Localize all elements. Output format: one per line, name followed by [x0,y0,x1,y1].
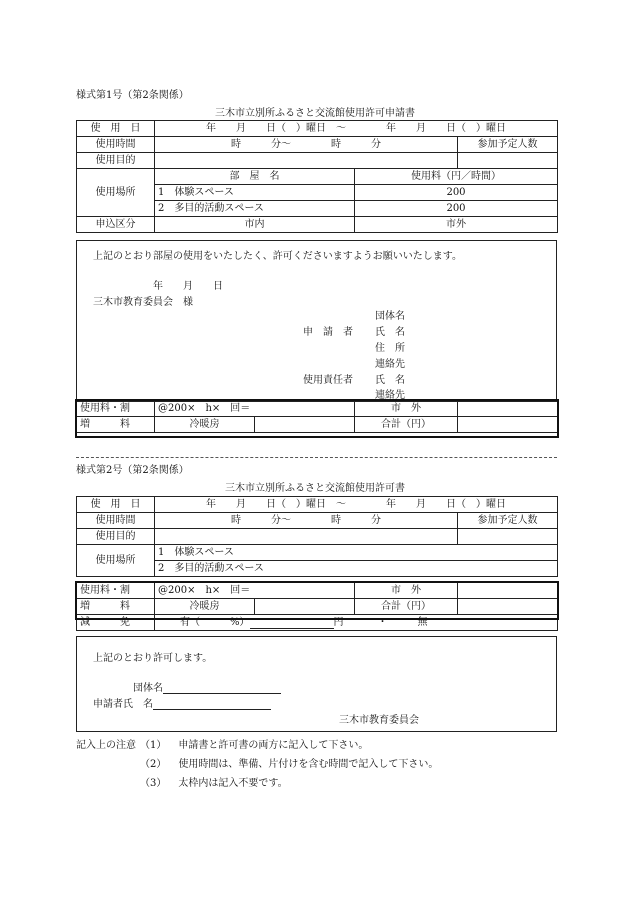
form2-date-label: 使 用 日 [77,497,155,513]
form1-request-text: 上記のとおり部屋の使用をいたしたく、許可くださいますようお願いいたします。 [93,251,462,262]
form1-fee-heating-value [255,417,355,433]
form2-fee-total: 合計（円） [355,599,458,615]
note-1-num: （1） [140,740,167,751]
form2-permit-text: 上記のとおり許可します。 [93,653,213,664]
form1-manager-contact: 連絡先 [375,390,405,401]
form2-reduction-yen: 円 [333,617,344,628]
note-2 [140,755,438,770]
form2-fee-heating: 冷暖房 [155,599,255,615]
form1-fee-outside: 市 外 [355,401,458,417]
form1-fee-label-2: 増 料 [77,417,155,433]
form2-room-2[interactable]: 2 多目的活動スペース [155,561,558,577]
notes-heading: 記入上の注意 [76,740,136,751]
form1-time-label: 使用時間 [77,137,155,153]
dashed-separator [76,457,557,458]
note-2-num: （2） [140,759,167,770]
form1-fee-table [76,400,558,433]
form2-time-label: 使用時間 [77,513,155,529]
form2-date-field[interactable]: 年 月 日（ ）曜日 ～ 年 月 日（ ）曜日 [155,497,558,513]
note-2-text: 使用時間は、準備、片付けを含む時間で記入して下さい。 [178,759,439,770]
form1-title: 三木市立別所ふるさと交流館使用許可申請書 [215,108,415,119]
form2-purpose-label: 使用目的 [77,529,155,545]
form1-fee-label-1: 使用料・割 [77,401,155,417]
form2-fee-label-2: 増 料 [77,599,155,615]
form2-number: 様式第2号（第2条関係） [76,465,189,476]
note-1-text: 申請書と許可書の両方に記入して下さい。 [178,740,369,751]
form1-addressee: 三木市教育委員会 様 [93,297,193,308]
form1-room-header: 部 屋 名 [155,169,355,185]
form1-applicant-name: 氏 名 [375,327,405,338]
form2-applicant-line[interactable] [153,698,271,710]
form1-category-label: 申込区分 [77,217,155,233]
form1-applicant-contact: 連絡先 [375,359,405,370]
form1-fee-outside-value [458,401,558,417]
form2-applicant-label: 申請者氏 名 [93,699,153,710]
form1-room-1-fee: 200 [355,185,558,201]
form2-group-line[interactable] [163,682,281,694]
form2-fee-outside: 市 外 [355,583,458,599]
form1-fee-header: 使用料（円／時間） [355,169,558,185]
form2-fee-total-value [458,599,558,615]
form2-participants-label: 参加予定人数 [458,513,558,529]
form1-room-2[interactable]: 2 多目的活動スペース [155,201,355,217]
form2-group-label: 団体名 [133,683,163,694]
form1-category-inside[interactable]: 市内 [155,217,355,233]
form1-applicant-group: 団体名 [375,311,405,322]
note-3-text: 太枠内は記入不要です。 [178,778,288,789]
form1-applicant-address: 住 所 [375,343,405,354]
form1-fee-calc: @200× h× 回＝ [155,401,355,417]
form2-time-field[interactable]: 時 分～ 時 分 [155,513,458,529]
form1-time-field[interactable]: 時 分～ 時 分 [155,137,458,153]
form1-purpose-label: 使用目的 [77,153,155,169]
form1-date-label: 使 用 日 [77,121,155,137]
form1-fee-total: 合計（円） [355,417,458,433]
form2-table [76,496,558,577]
form1-manager-label: 使用責任者 [303,375,353,386]
form1-participants-field[interactable] [458,153,558,169]
form1-fee-total-value [458,417,558,433]
form1-participants-label: 参加予定人数 [458,137,558,153]
form2-reduction-label: 減 免 [77,615,155,631]
form1-date-line[interactable]: 年 月 日 [153,281,223,292]
form2-reduction-cell [155,615,558,631]
form2-purpose-field[interactable] [155,529,458,545]
form2-fee-label-1: 使用料・割 [77,583,155,599]
note-3 [140,774,288,789]
form1-room-1[interactable]: 1 体験スペース [155,185,355,201]
form2-reduction-none[interactable]: 無 [417,617,428,628]
form2-fee-calc: @200× h× 回＝ [155,583,355,599]
form1-number: 様式第1号（第2条関係） [76,90,189,101]
form2-title: 三木市立別所ふるさと交流館使用許可書 [225,483,405,494]
form2-fee-outside-value [458,583,558,599]
form1-table [76,120,558,233]
note-1 [140,736,368,751]
form2-room-1[interactable]: 1 体験スペース [155,545,558,561]
form2-applicant-row [93,695,271,710]
form2-reduction-amount-line[interactable] [250,617,334,629]
form2-issuer: 三木市教育委員会 [339,715,419,726]
form2-fee-table [76,582,558,631]
form1-applicant-label: 申 請 者 [303,327,353,338]
form1-room-2-fee: 200 [355,201,558,217]
form2-reduction-dot: ・ [377,617,388,628]
form2-reduction-have[interactable]: 有（ %） [180,617,250,628]
form1-place-label: 使用場所 [77,169,155,217]
form2-participants-field[interactable] [458,529,558,545]
form2-group-row [133,679,281,694]
note-3-num: （3） [140,778,167,789]
form1-manager-name: 氏 名 [375,375,405,386]
form1-purpose-field[interactable] [155,153,458,169]
form2-place-label: 使用場所 [77,545,155,577]
form1-body-box [76,240,557,402]
form2-body-box [76,636,557,732]
form2-fee-heating-value [255,599,355,615]
form1-fee-heating: 冷暖房 [155,417,255,433]
form1-category-outside[interactable]: 市外 [355,217,558,233]
form1-date-field[interactable]: 年 月 日（ ）曜日 ～ 年 月 日（ ）曜日 [155,121,558,137]
